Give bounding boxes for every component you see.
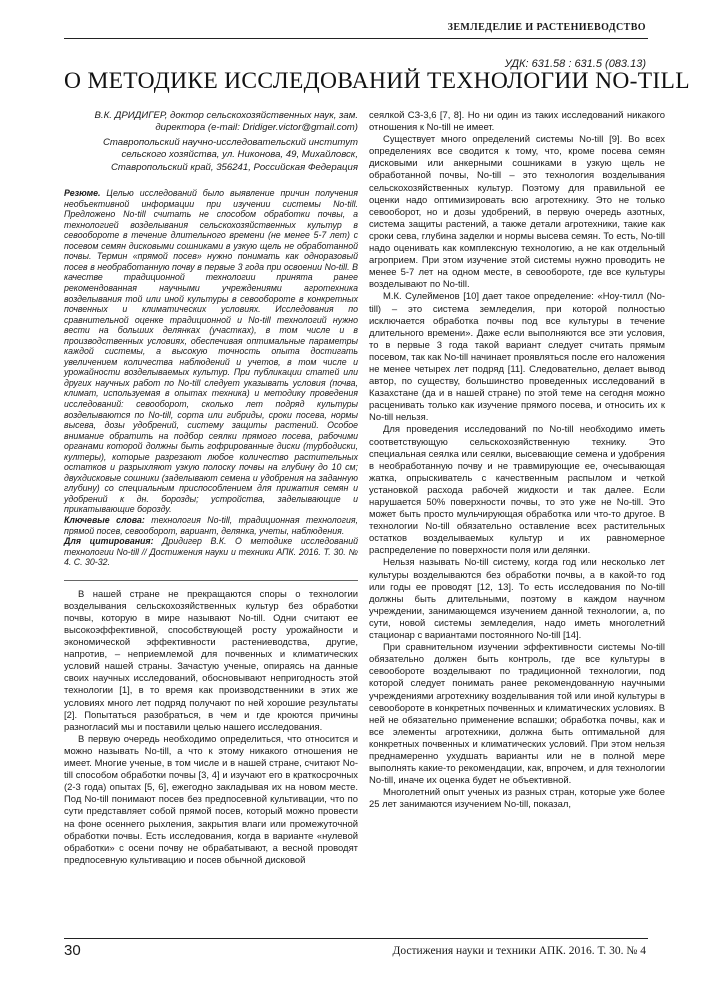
abstract-text: Целью исследований было выявление причин получения необъективной информации при изучении системы No-till. Предложено No-till считать не способом обработки почвы, а технологией возделывания сельскохозяйственных культур в севообороте в течение длительного времени (не менее 5-7 лет) с посевом семян дисковыми сошниками в узкую щель не обработанной почвы. Термин «прямой посев» нужно понимать как одноразовый посев в необработанную почву в первые 3 года при освоении No-till. В качестве традиционной технологии принята ранее рекомендованная научными учреждениями агротехника возделывания той или иной культуры в севообороте в конкретных почвенных и климатических условиях. Исследования по сравнительной оценке традиционной и No-till технологий нужно вести на больших делянках (участках), в том числе и в производственных условиях, обеспечивая оптимальные параметры каждой системы, а высокую точность опыта достигать увеличением количества наблюдений и учетов, в том числе и урожайности возделываемых культур. При публикации статей или других научных работ по No-till следует указывать условия (почва, климат, используемая в опытах техника) и методику проведения исследований: севооборот, сколько лет подряд культуры возделываются по No-till, сорта или гибриды, сроки посева, нормы высева, дозы удобрений, систему защиты растений. Особое внимание обратить на подбор сеялки прямого посева, рабочими органами которой должны быть гофрированные диски (турбодиски, култеры), которые разрезают любое количество растительных остатков и разрыхляют узкую полоску почвы на глубину до 10 см; двухдисковые сошники (заделывают семена и удобрения на заданную глубину) со специальным приспособлением для прижатия семян и удобрений к дн. борозды; устройства, заделывающие и прикатывающие борозду. <box>64 188 358 515</box>
author-info: В.К. ДРИДИГЕР, доктор сельскохозяйственных наук, зам. директора (e-mail: Dridiger.victor@gmail.com) <box>94 110 358 134</box>
body-paragraph: Нельзя называть No-till систему, когда год или несколько лет культуры возделываются без обработки почвы, а в какой-то год или годы ее проводят [12, 13]. То есть исследования по No-till должны быть длительными, поэтому в каждом научном учреждении, занимающемся изучением данной технологии, а, по сути, новой системы земледелия, надо иметь многолетний стационар с вариантами постоянного No-till [14]. <box>369 557 665 642</box>
footer-rule <box>64 938 648 939</box>
right-column <box>369 110 665 811</box>
journal-reference: Достижения науки и техники АПК. 2016. Т. 30. № 4 <box>392 945 646 957</box>
body-paragraph: Для проведения исследований по No-till необходимо иметь соответствующую сельскохозяйственную технику. Это специальная сеялка или сеялки, высевающие семена и удобрения в необработанную почву и не травмирующие ее, очесывающая жатка, опрыскиватель с качественным распылом и четкой установкой расхода рабочей жидкости и так далее. Если нарушается 50% поверхности почвы, то это уже не No-till. Это может быть просто мульчирующая обработка или что-то другое. В технологии No-till обязательно оставление всех растительных остатков возделываемых культур и их равномерное распределение по поверхности поля или делянки. <box>369 424 665 557</box>
keywords-text: технология No-till, традиционная технология, прямой посев, севооборот, вариант, делянка, учеты, наблюдения. <box>64 514 358 536</box>
keywords <box>64 515 358 536</box>
citation-text: Дридигер В.К. О методике исследований технологии No-till // Достижения науки и техники АПК. 2016. Т. 30. № 4. С. 30-32. <box>64 536 358 568</box>
body-paragraph: Существует много определений системы No-till [9]. Во всех определениях все сводится к тому, что, кроме посева семян дисковыми или анкерными сошниками в узкую щель не обработанной почвы, No-till – это технология возделывания сельскохозяйственных культур. Поэтому для правильной ее оценки надо оптимизировать всю агротехнику. Это не только севооборот, но и дозы удобрений, в первую очередь азотных, система защиты растений, а также детали агротехники, такие как сроки сева, глубина заделки и нормы высева семян. То есть, No-till надо оценивать как комплексную технологию, а не как отдельный агроприем. При этом изучение этой системы нужно проводить не менее 5-7 лет на одном месте, в севообороте, где все культуры возделывают по No-till. <box>369 134 665 291</box>
body-paragraph: сеялкой СЗ-3,6 [7, 8]. Но ни один из таких исследований никакого отношения к No-till не имеет. <box>369 110 665 134</box>
abstract-divider <box>64 580 358 581</box>
author-affiliation: Ставропольский научно-исследовательский институт сельского хозяйства, ул. Никонова, 49, Михайловск, Ставропольский край, 356241, Российская Федерация <box>103 136 358 173</box>
left-column <box>64 110 358 867</box>
body-paragraph: В нашей стране не прекращаются споры о технологии возделывания сельскохозяйственных культур без обработки почвы, которую в мире называют No-till. Одни считают ее высокоэффективной, способствующей росту урожайности и экономической эффективности растениеводства, другие, напротив, – неприемлемой для почвенных и климатических условий нашей страны. Зачастую ученые, опираясь на данные своих научных исследований, обосновывают непригодность этой технологии [1], в то время как производственники в этих же условиях много лет подряд получают по ней хорошие результаты [2]. Попытаться разобраться, в чем и где кроются причины разногласий мы и поставили целью нашего исследования. <box>64 588 358 733</box>
body-paragraph: В первую очередь необходимо определиться, что относится и можно называть No-till, а что к этому никакого отношения не имеет. Многие ученые, в том числе и в нашей стране, считают No-till способом обработки почвы [3, 4] и изучают его в краткосрочных (2-3 года) опытах [5, 6], ежегодно закладывая их на новом месте. Под No-till понимают посев без предпосевной культивации, что по сути представляет собой прямой посев, который можно провести на фоне осеннего рыхления, закрытия влаги или промежуточной обработки почвы. Есть исследования, когда в варианте «нулевой обработки» с осени почву не обрабатывают, а весной проводят предпосевную культивацию и посев обычной дисковой <box>64 733 358 866</box>
page-number: 30 <box>64 942 81 959</box>
udk-code: УДК: 631.58 : 631.5 (083.13) <box>504 58 646 70</box>
keywords-label: Ключевые слова: <box>64 514 145 525</box>
body-paragraph: М.К. Сулейменов [10] дает такое определение: «Ноу-тилл (No-till) – это система земледелия, при которой полностью исключается обработка почвы под все культуры в течение длительного времени». Даже если выполняются все эти условия, то в первые 3 года такой вариант следует считать прямым посевом, так как No-till начинает проявляться после его наложения не менее четырех лет подряд [11]. Следовательно, делает вывод автор, по существу, большинство проведенных исследований в Казахстане (да и в нашей стране) по этой теме на сегодня можно расценивать только как изучение прямого посева, и относить их к No-till нельзя. <box>369 291 665 424</box>
section-header: ЗЕМЛЕДЕЛИЕ И РАСТЕНИЕВОДСТВО <box>447 22 646 33</box>
abstract <box>64 188 358 515</box>
body-paragraph: Многолетний опыт ученых из разных стран, которые уже более 25 лет занимаются изучением No-till, показал, <box>369 787 665 811</box>
citation-label: Для цитирования: <box>64 536 154 547</box>
article-title: О МЕТОДИКЕ ИССЛЕДОВАНИЙ ТЕХНОЛОГИИ NO-TILL <box>64 68 690 94</box>
body-paragraph: При сравнительном изучении эффективности системы No-till обязательно должен быть контроль, где все культуры в севообороте возделывают по традиционной технологии, под которой следует понимать ранее рекомендованную научными учреждениями агротехнику возделывания той или иной культуры в севообороте в конкретных почвенных и климатических условиях. В ней не обязательно применение вспашки; обработка почвы, как и все элементы агротехники, должна быть оптимальной для конкретных почвенных и климатических условий. При этом нельзя преднамеренно ухудшать варианты или не в полной мере выполнять какие-то рекомендации, как, впрочем, и для технологии No-till, иначе их оценка будет не объективной. <box>369 642 665 787</box>
abstract-label: Резюме. <box>64 188 101 199</box>
header-rule <box>64 38 648 39</box>
citation <box>64 536 358 568</box>
